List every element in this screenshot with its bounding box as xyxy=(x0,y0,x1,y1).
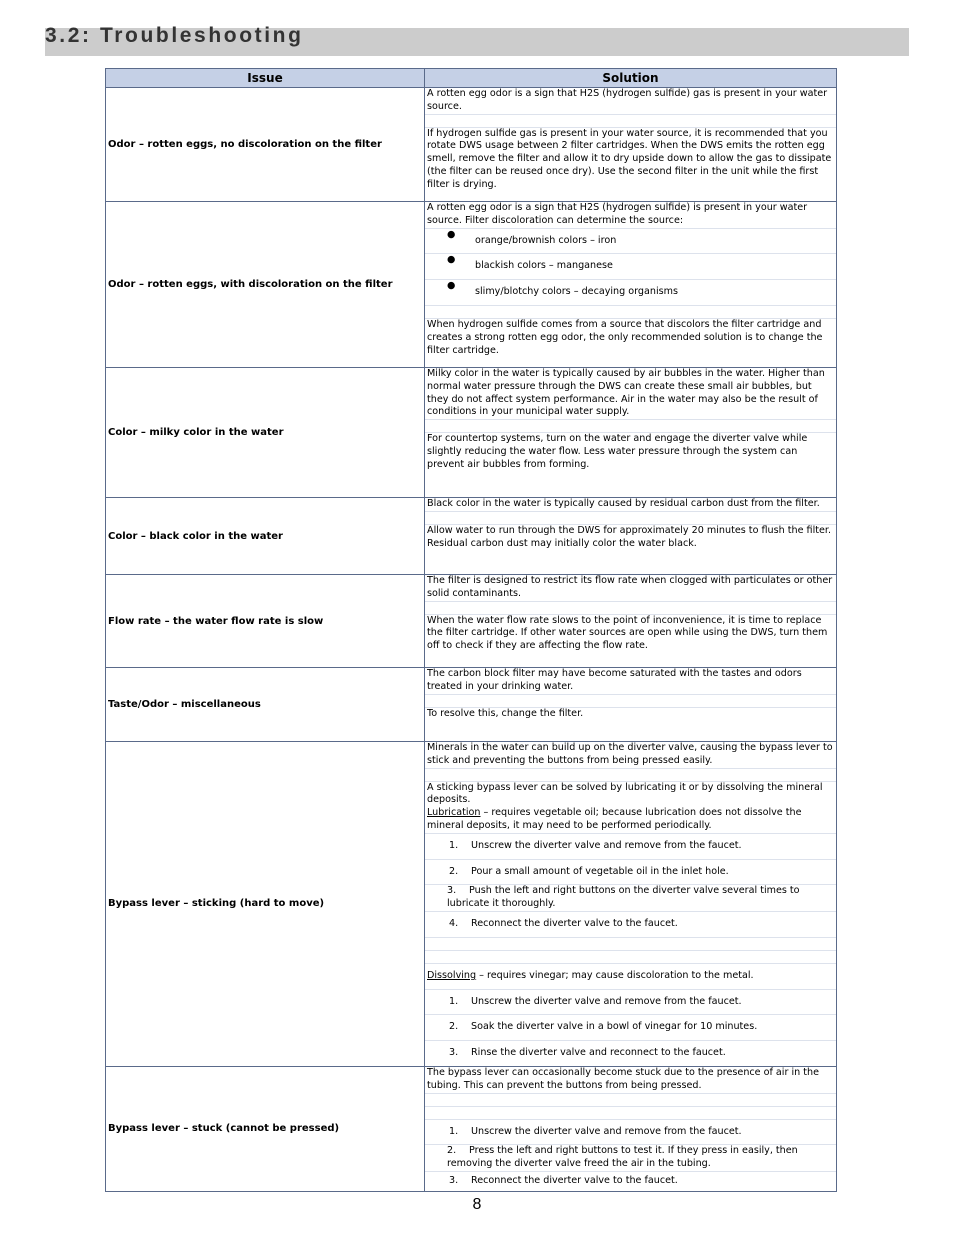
solution-cell xyxy=(425,498,837,575)
list-item: 2. Soak the diverter valve in a bowl of vinegar for 10 minutes. xyxy=(425,1015,836,1041)
solution-paragraph: Minerals in the water can build up on the diverter valve, causing the bypass lever to stick and preventing the buttons from being pressed easily. xyxy=(425,742,836,769)
solution-cell xyxy=(425,668,837,742)
solution-paragraph: If hydrogen sulfide gas is present in your water source, it is recommended that you rotate DWS usage between 2 filter cartridges. When the DWS emits the rotten egg smell, remove the filter and allow it to dry upside down to allow the gas to dissipate (the filter can be reused once dry). Use the second filter in the unit while the first filter is drying. xyxy=(427,127,832,190)
issue-cell: Bypass lever – stuck (cannot be pressed) xyxy=(106,1066,425,1191)
table-header-row xyxy=(106,69,837,88)
solution-paragraph: The filter is designed to restrict its flow rate when clogged with particulates or other solid contaminants. xyxy=(425,575,836,602)
bullet-icon: ● xyxy=(447,280,456,292)
list-item: 3. Reconnect the diverter valve to the faucet. xyxy=(449,1174,678,1186)
list-item: ● slimy/blotchy colors – decaying organisms xyxy=(425,280,836,306)
solution-paragraph: A rotten egg odor is a sign that H2S (hydrogen sulfide) is present in your water source. Filter discoloration can determine the source: xyxy=(425,202,836,229)
spacer xyxy=(425,512,836,525)
solution-paragraph: When the water flow rate slows to the point of inconvenience, it is time to replace the filter cartridge. If other water sources are open while using the DWS, turn them off to check if they are affecting the flow rate. xyxy=(427,614,828,652)
list-item: ● blackish colors – manganese xyxy=(425,254,836,280)
issue-cell: Bypass lever – sticking (hard to move) xyxy=(106,742,425,1067)
solution-paragraph: A sticking bypass lever can be solved by lubricating it or by dissolving the mineral deposits. Lubrication – requires vegetable oil; because lubrication does not dissolve the mineral deposits, it may need to be performed periodically. xyxy=(425,782,836,834)
solution-paragraph: The carbon block filter may have become saturated with the tastes and odors treated in your drinking water. xyxy=(425,668,836,695)
bullet-icon: ● xyxy=(447,254,456,266)
spacer xyxy=(425,769,836,782)
solution-paragraph: Black color in the water is typically caused by residual carbon dust from the filter. xyxy=(425,498,836,512)
table-row xyxy=(106,742,837,1067)
solution-cell xyxy=(425,742,837,1067)
solution-cell xyxy=(425,1066,837,1191)
list-item: ● orange/brownish colors – iron xyxy=(425,229,836,255)
solution-column-header: Solution xyxy=(425,69,837,88)
table-row xyxy=(106,668,837,742)
list-item: 1. Unscrew the diverter valve and remove from the faucet. xyxy=(425,834,836,860)
table-row xyxy=(106,88,837,202)
solution-paragraph: Allow water to run through the DWS for approximately 20 minutes to flush the filter. Residual carbon dust may initially color the water black. xyxy=(427,524,832,549)
spacer xyxy=(425,951,836,964)
solution-paragraph: To resolve this, change the filter. xyxy=(427,707,584,719)
lubrication-label: Lubrication xyxy=(427,807,481,819)
issue-cell: Odor – rotten eggs, with discoloration on the filter xyxy=(106,202,425,368)
list-item: 3. Push the left and right buttons on the diverter valve several times to lubricate it thoroughly. xyxy=(425,885,836,912)
table-row xyxy=(106,498,837,575)
list-item: 4. Reconnect the diverter valve to the faucet. xyxy=(425,912,836,938)
solution-paragraph: When hydrogen sulfide comes from a source that discolors the filter cartridge and creates a strong rotten egg odor, the only recommended solution is to change the filter cartridge. xyxy=(427,318,823,356)
issue-column-header: Issue xyxy=(106,69,425,88)
spacer xyxy=(425,306,836,319)
solution-cell xyxy=(425,88,837,202)
spacer xyxy=(425,1107,836,1120)
spacer xyxy=(425,938,836,951)
section-title: 3.2: Troubleshooting xyxy=(45,24,304,47)
list-item: 1. Unscrew the diverter valve and remove from the faucet. xyxy=(425,1120,836,1146)
table-row xyxy=(106,368,837,498)
troubleshooting-table xyxy=(105,68,837,1192)
list-item: 2. Pour a small amount of vegetable oil in the inlet hole. xyxy=(425,860,836,886)
spacer xyxy=(425,115,836,128)
spacer xyxy=(425,1094,836,1107)
list-item: 2. Press the left and right buttons to test it. If they press in easily, then removing the diverter valve freed the air in the tubing. xyxy=(425,1145,836,1172)
solution-paragraph: Dissolving – requires vinegar; may cause discoloration to the metal. xyxy=(425,964,836,990)
issue-cell: Color – milky color in the water xyxy=(106,368,425,498)
table-row xyxy=(106,1066,837,1191)
bullet-icon: ● xyxy=(447,228,456,240)
solution-paragraph: The bypass lever can occasionally become stuck due to the presence of air in the tubing. This can prevent the buttons from being pressed. xyxy=(425,1067,836,1094)
page-number: 8 xyxy=(472,1196,482,1213)
spacer xyxy=(425,695,836,708)
solution-paragraph: Milky color in the water is typically caused by air bubbles in the water. Higher than normal water pressure through the DWS can create these small air bubbles, but they do not affect system performance. Air in the water may also be the result of conditions in your municipal water supply. xyxy=(425,368,836,420)
table-row xyxy=(106,575,837,668)
issue-cell: Flow rate – the water flow rate is slow xyxy=(106,575,425,668)
solution-cell xyxy=(425,368,837,498)
issue-cell: Color – black color in the water xyxy=(106,498,425,575)
spacer xyxy=(425,420,836,433)
issue-cell: Odor – rotten eggs, no discoloration on the filter xyxy=(106,88,425,202)
issue-cell: Taste/Odor – miscellaneous xyxy=(106,668,425,742)
list-item: 3. Rinse the diverter valve and reconnect to the faucet. xyxy=(449,1047,726,1059)
solution-cell xyxy=(425,575,837,668)
solution-cell xyxy=(425,202,837,368)
solution-paragraph: For countertop systems, turn on the water and engage the diverter valve while slightly reducing the water flow. Less water pressure through the system can prevent air bubbles from forming. xyxy=(427,433,808,470)
list-item: 1. Unscrew the diverter valve and remove from the faucet. xyxy=(425,990,836,1016)
solution-paragraph: A rotten egg odor is a sign that H2S (hydrogen sulfide) gas is present in your water source. xyxy=(425,88,836,115)
spacer xyxy=(425,602,836,615)
table-row xyxy=(106,202,837,368)
dissolving-label: Dissolving xyxy=(427,969,477,981)
